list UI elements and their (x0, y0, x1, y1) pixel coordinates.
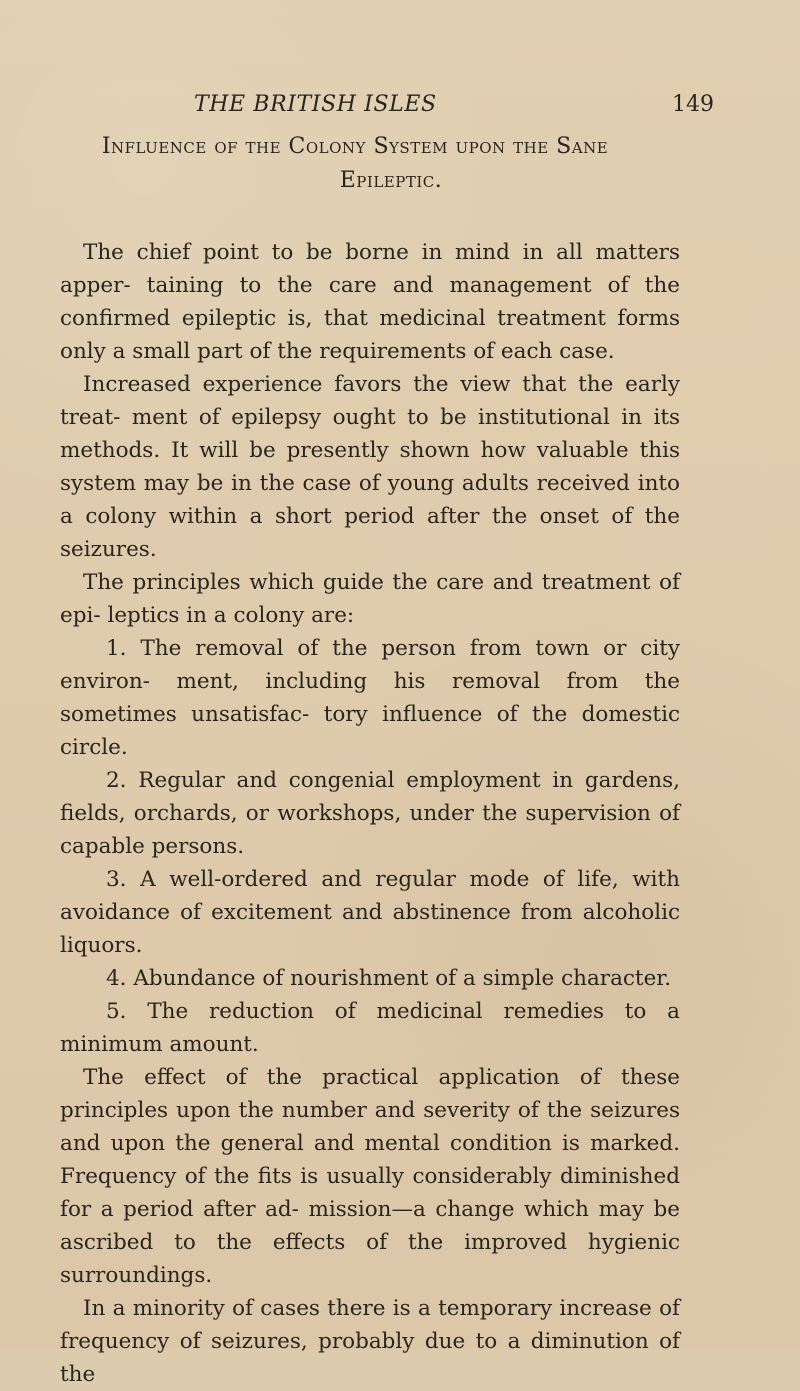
list-item-text: The reduction of medicinal remedies to a minimum amount. (60, 999, 680, 1057)
paragraph-2: Increased experience favors the view that the early treat- ment of epilepsy ought to be institutional in its methods. It will be presently shown how valuable this system may be in the case of young adults received into a colony within a short period after the onset of the seizures. (60, 372, 680, 562)
list-item-4 (60, 962, 680, 995)
paragraph-1: The chief point to be borne in mind in all matters apper- taining to the care and management of the confirmed epileptic is, that medicinal treatment forms only a small part of the requirements of each case. (60, 240, 680, 364)
list-item-3 (60, 863, 680, 962)
list-item-number: 4. (106, 966, 127, 991)
section-title-line-1: Influence of the Colony System upon the Sane (101, 134, 609, 159)
closing-paragraph-2: In a minority of cases there is a temporary increase of frequency of seizures, probably due to a diminution of the (60, 1296, 680, 1387)
section-title-line-2: Epileptic. (339, 168, 443, 193)
section-title (60, 130, 680, 198)
list-item-2 (60, 764, 680, 863)
list-item-number: 5. (106, 999, 127, 1024)
list-item-text: A well-ordered and regular mode of life, with avoidance of excitement and abstinence from alcoholic liquors. (60, 867, 680, 958)
running-head: THE BRITISH ISLES (194, 92, 437, 117)
list-item-number: 3. (106, 867, 127, 892)
article-body (60, 130, 680, 1391)
page-number: 149 (672, 92, 714, 117)
list-item-1 (60, 632, 680, 764)
list-item-number: 1. (106, 636, 127, 661)
list-item-text: The removal of the person from town or city environ- ment, including his removal from the sometimes unsatisfac- tory influence of the domestic circle. (60, 636, 680, 760)
list-item-5 (60, 995, 680, 1061)
list-item-text: Abundance of nourishment of a simple character. (133, 966, 672, 991)
closing-paragraph-1: The effect of the practical application of these principles upon the number and severity of the seizures and upon the general and mental condition is marked. Frequency of the fits is usually considerably diminished for a period after ad- mission—a change which may be ascribed to the effects of the improved hygienic surroundings. (60, 1065, 680, 1288)
body-text (60, 236, 680, 1391)
list-item-number: 2. (106, 768, 127, 793)
list-item-text: Regular and congenial employment in gardens, fields, orchards, or workshops, under the supervision of capable persons. (60, 768, 680, 859)
paragraph-3: The principles which guide the care and treatment of epi- leptics in a colony are: (60, 570, 680, 628)
page-header (0, 92, 800, 124)
